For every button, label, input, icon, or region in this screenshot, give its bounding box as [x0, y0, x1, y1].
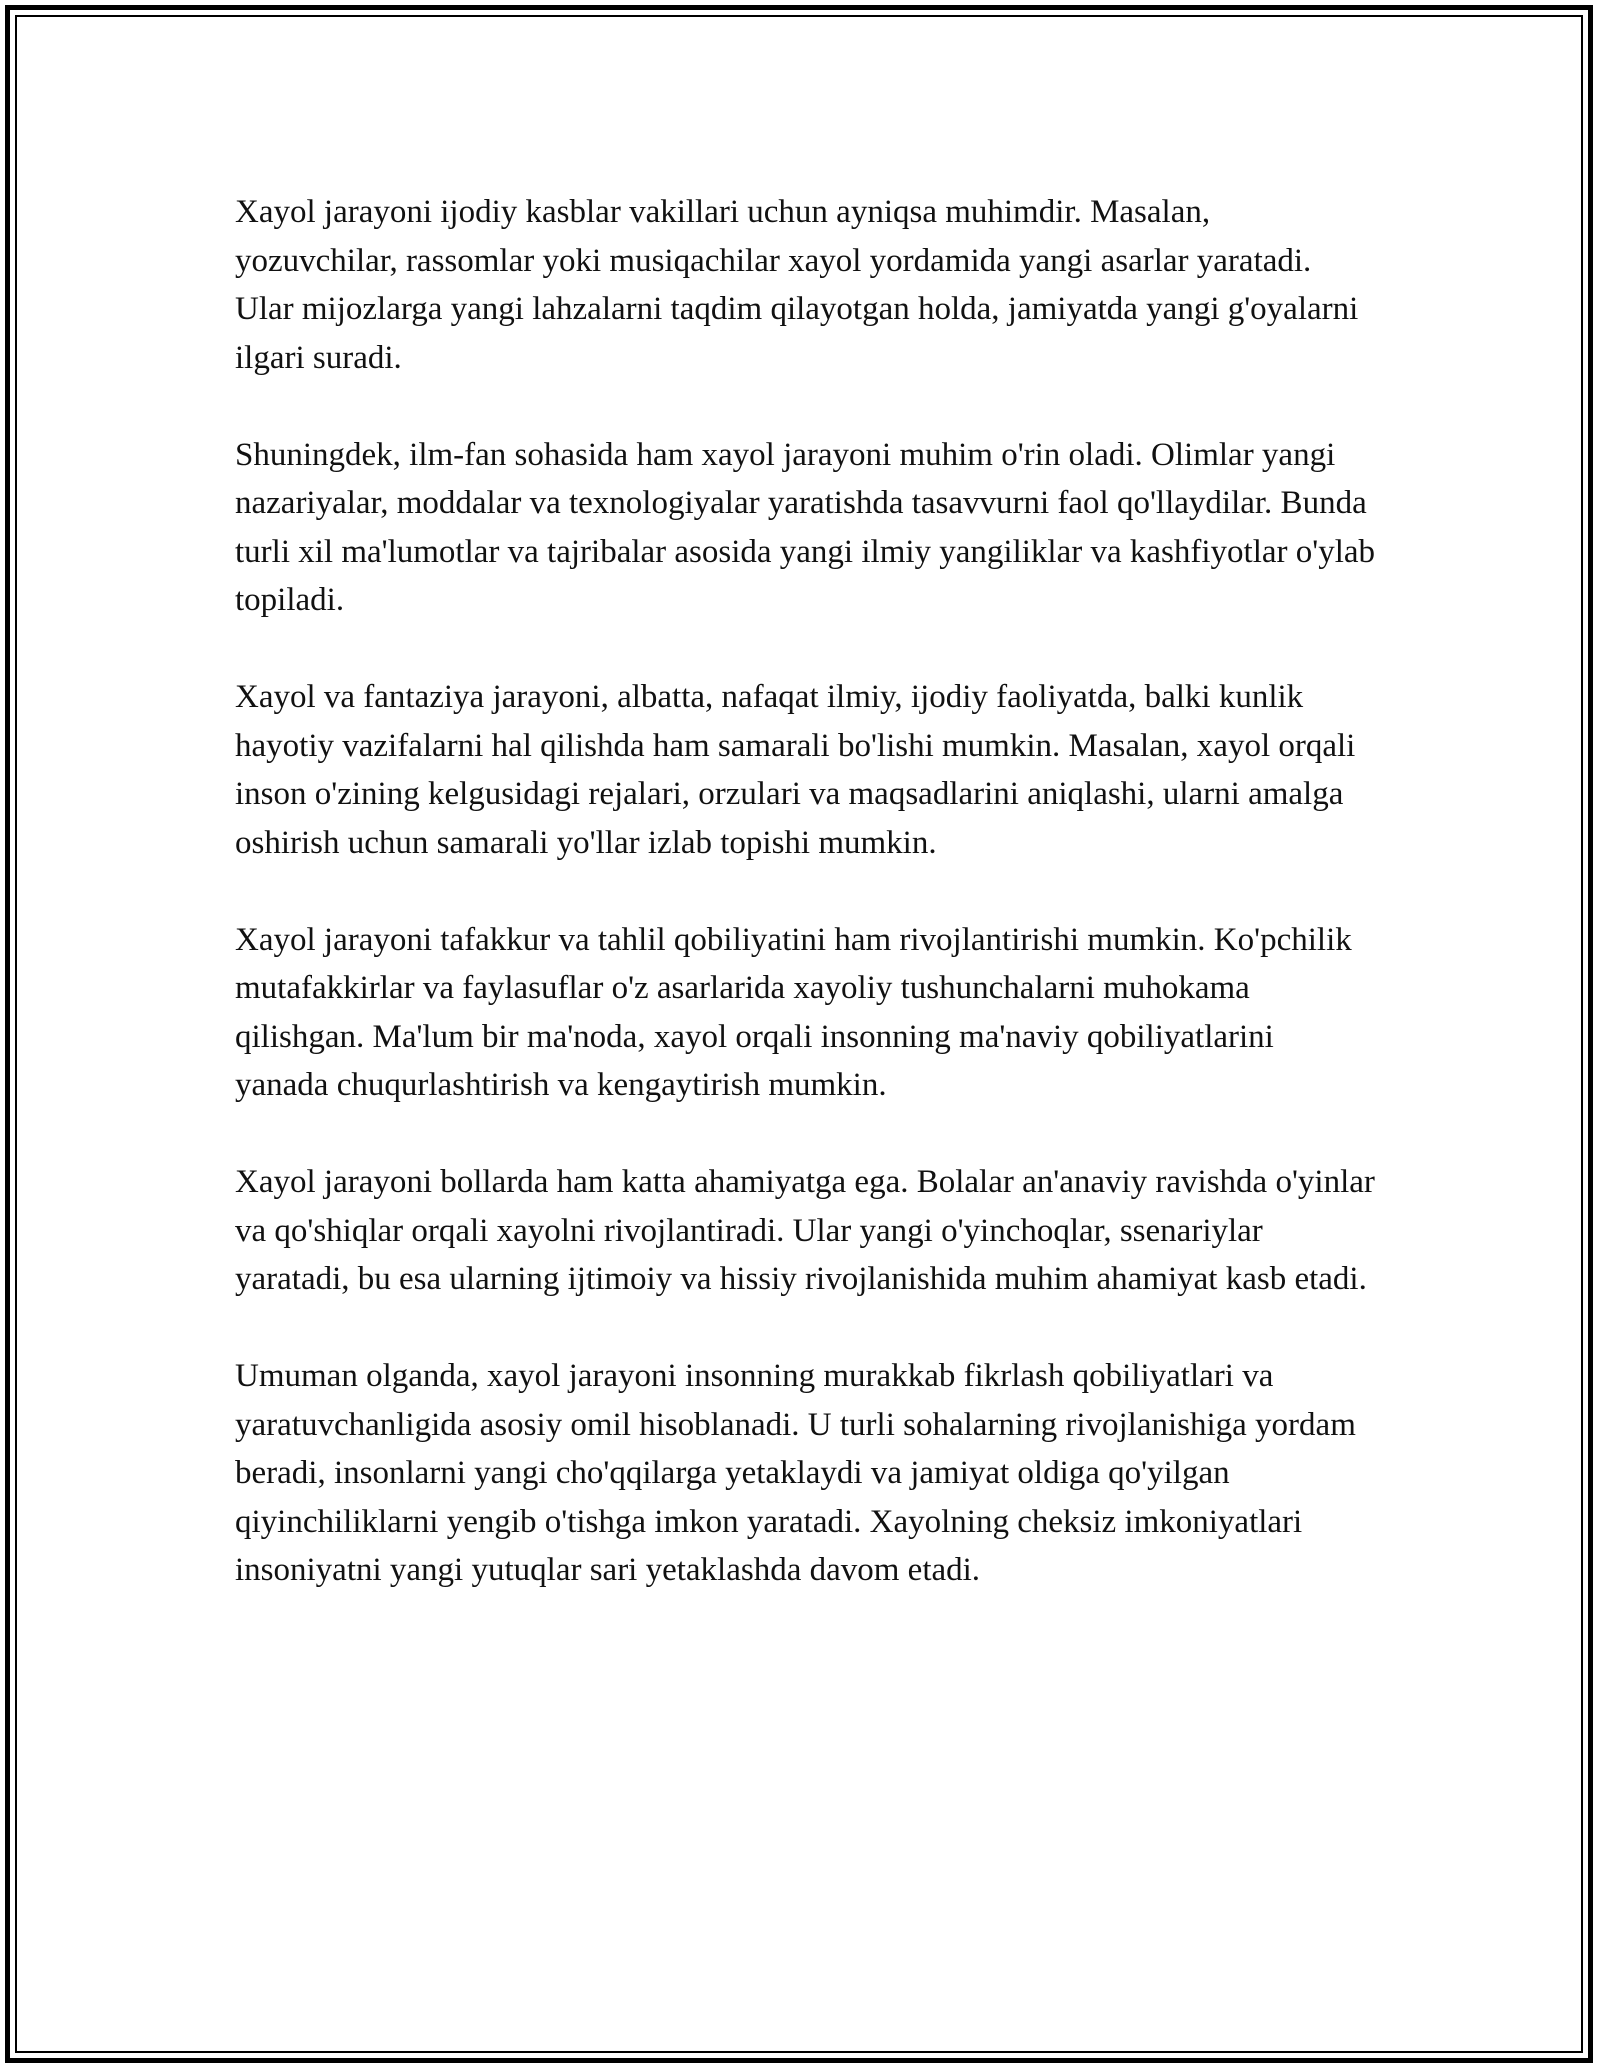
document-body — [235, 188, 1375, 1643]
paragraph-4: Xayol jarayoni tafakkur va tahlil qobiliyatini ham rivojlantirishi mumkin. Ko'pchilik mutafakkirlar va faylasuflar o'z asarlarida xayoliy tushunchalarni muhokama qilishgan. Ma'lum bir ma'noda, xayol orqali insonning ma'naviy qobiliyatlarini yanada chuqurlashtirish va kengaytirish mumkin. — [235, 921, 1352, 1103]
paragraph-3: Xayol va fantaziya jarayoni, albatta, nafaqat ilmiy, ijodiy faoliyatda, balki kunlik hayotiy vazifalarni hal qilishda ham samarali bo'lishi mumkin. Masalan, xayol orqali inson o'zining kelgusidagi rejalari, orzulari va maqsadlarini aniqlashi, ularni amalga oshirish uchun samarali yo'llar izlab topishi mumkin. — [235, 679, 1356, 861]
paragraph-6: Umuman olganda, xayol jarayoni insonning murakkab fikrlash qobiliyatlari va yaratuvchanligida asosiy omil hisoblanadi. U turli sohalarning rivojlanishiga yordam beradi, insonlarni yangi cho'qqilarga yetaklaydi va jamiyat oldiga qo'yilgan qiyinchiliklarni yengib o'tishga imkon yaratadi. Xayolning cheksiz imkoniyatlari insoniyatni yangi yutuqlar sari yetaklashda davom etadi. — [235, 1358, 1356, 1588]
paragraph-5: Xayol jarayoni bollarda ham katta ahamiyatga ega. Bolalar an'anaviy ravishda o'yinlar va qo'shiqlar orqali xayolni rivojlantiradi. Ular yangi o'yinchoqlar, ssenariylar yaratadi, bu esa ularning ijtimoiy va hissiy rivojlanishida muhim ahamiyat kasb etadi. — [235, 1164, 1375, 1297]
paragraph-2: Shuningdek, ilm-fan sohasida ham xayol jarayoni muhim o'rin oladi. Olimlar yangi nazariyalar, moddalar va texnologiyalar yaratishda tasavvurni faol qo'llaydilar. Bunda turli xil ma'lumotlar va tajribalar asosida yangi ilmiy yangiliklar va kashfiyotlar o'ylab topiladi. — [235, 436, 1376, 618]
paragraph-1: Xayol jarayoni ijodiy kasblar vakillari uchun ayniqsa muhimdir. Masalan, yozuvchilar, rassomlar yoki musiqachilar xayol yordamida yangi asarlar yaratadi. Ular mijozlarga yangi lahzalarni taqdim qilayotgan holda, jamiyatda yangi g'oyalarni ilgari suradi. — [235, 194, 1359, 376]
